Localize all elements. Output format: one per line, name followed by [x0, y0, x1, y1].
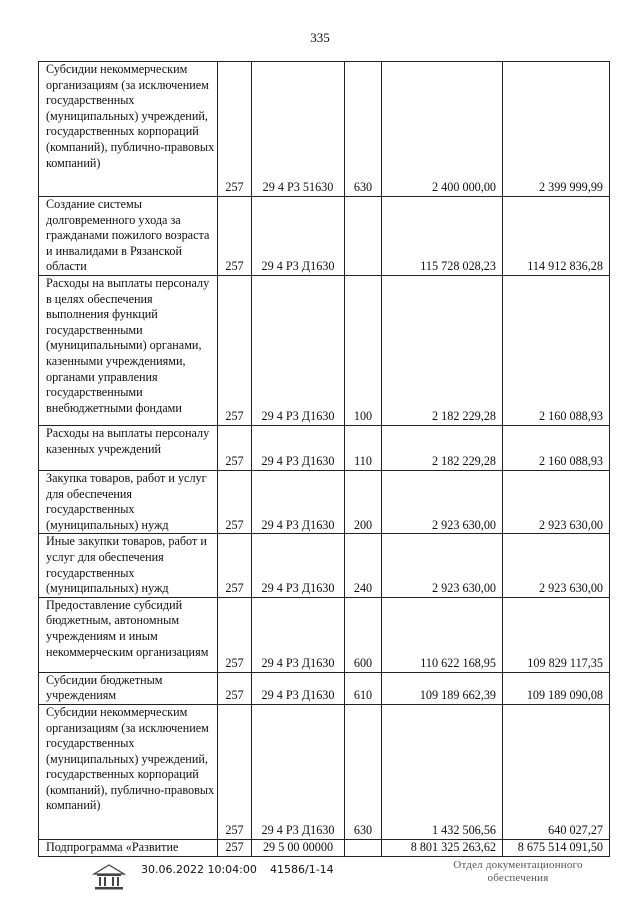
row-code: 257	[218, 704, 252, 839]
row-name: Субсидии бюджетным учреждениям	[39, 672, 218, 704]
table-row	[39, 470, 610, 533]
row-sum-1: 2 923 630,00	[382, 534, 503, 597]
row-sum-2: 109 189 090,08	[503, 672, 610, 704]
row-csr: 29 4 Р3 Д1630	[252, 534, 345, 597]
row-code: 257	[218, 275, 252, 425]
row-sum-2: 8 675 514 091,50	[503, 839, 610, 856]
row-csr: 29 4 Р3 Д1630	[252, 197, 345, 276]
budget-table	[38, 61, 610, 857]
row-name: Субсидии некоммерческим организациям (за исключением государственных (муниципальных) учреждений, государственных корпораций (компаний), публично-правовых компаний)	[39, 62, 218, 197]
row-name: Расходы на выплаты персоналу казенных учреждений	[39, 425, 218, 470]
row-name: Иные закупки товаров, работ и услуг для обеспечения государственных (муниципальных) нужд	[39, 534, 218, 597]
row-csr: 29 5 00 00000	[252, 839, 345, 856]
row-sum-2: 2 160 088,93	[503, 425, 610, 470]
page-number: 335	[310, 30, 330, 45]
row-name: Расходы на выплаты персоналу в целях обеспечения выполнения функций государственными (муниципальными) органами, казенными учреждениями, органами управления государственными внебюджетными фондами	[39, 275, 218, 425]
row-name: Подпрограмма «Развитие	[39, 839, 218, 856]
row-csr: 29 4 Р3 Д1630	[252, 672, 345, 704]
table-row	[39, 597, 610, 672]
row-sum-1: 2 400 000,00	[382, 62, 503, 197]
row-sum-1: 110 622 168,95	[382, 597, 503, 672]
row-code: 257	[218, 470, 252, 533]
row-vr: 240	[345, 534, 382, 597]
row-vr: 110	[345, 425, 382, 470]
row-code: 257	[218, 534, 252, 597]
table-row	[39, 704, 610, 839]
row-sum-2: 2 923 630,00	[503, 470, 610, 533]
row-sum-2: 109 829 117,35	[503, 597, 610, 672]
document-footer	[0, 859, 640, 902]
row-csr: 29 4 Р3 Д1630	[252, 597, 345, 672]
row-vr: 100	[345, 275, 382, 425]
row-csr: 29 4 Р3 51630	[252, 62, 345, 197]
row-vr: 630	[345, 704, 382, 839]
row-code: 257	[218, 672, 252, 704]
row-vr: 610	[345, 672, 382, 704]
row-vr: 600	[345, 597, 382, 672]
row-sum-1: 2 182 229,28	[382, 425, 503, 470]
row-sum-1: 1 432 506,56	[382, 704, 503, 839]
row-name: Субсидии некоммерческим организациям (за исключением государственных (муниципальных) учреждений, государственных корпораций (компаний), публично-правовых компаний)	[39, 704, 218, 839]
building-stamp-icon	[90, 862, 128, 896]
row-name: Закупка товаров, работ и услуг для обеспечения государственных (муниципальных) нужд	[39, 470, 218, 533]
row-vr	[345, 839, 382, 856]
row-name: Предоставление субсидий бюджетным, автономным учреждениям и иным некоммерческим организациям	[39, 597, 218, 672]
table-row	[39, 534, 610, 597]
row-sum-2: 2 923 630,00	[503, 534, 610, 597]
row-sum-1: 2 923 630,00	[382, 470, 503, 533]
row-code: 257	[218, 839, 252, 856]
row-sum-2: 640 027,27	[503, 704, 610, 839]
footer-date: 30.06.2022 10:04:00	[141, 863, 257, 876]
row-sum-2: 2 160 088,93	[503, 275, 610, 425]
footer-department: Отдел документационного обеспечения	[453, 859, 583, 884]
row-sum-2: 2 399 999,99	[503, 62, 610, 197]
table-row	[39, 425, 610, 470]
table-row	[39, 197, 610, 276]
footer-doc-number: 41586/1-14	[270, 863, 334, 876]
row-name: Создание системы долговременного ухода за гражданами пожилого возраста и инвалидами в Рязанской области	[39, 197, 218, 276]
table-row	[39, 672, 610, 704]
row-vr: 630	[345, 62, 382, 197]
row-csr: 29 4 Р3 Д1630	[252, 425, 345, 470]
row-vr	[345, 197, 382, 276]
row-sum-1: 115 728 028,23	[382, 197, 503, 276]
row-code: 257	[218, 197, 252, 276]
row-sum-1: 8 801 325 263,62	[382, 839, 503, 856]
row-code: 257	[218, 597, 252, 672]
row-csr: 29 4 Р3 Д1630	[252, 275, 345, 425]
table-row	[39, 275, 610, 425]
row-code: 257	[218, 425, 252, 470]
table-row	[39, 839, 610, 856]
row-csr: 29 4 Р3 Д1630	[252, 470, 345, 533]
row-vr: 200	[345, 470, 382, 533]
row-code: 257	[218, 62, 252, 197]
row-sum-1: 2 182 229,28	[382, 275, 503, 425]
row-sum-1: 109 189 662,39	[382, 672, 503, 704]
row-csr: 29 4 Р3 Д1630	[252, 704, 345, 839]
row-sum-2: 114 912 836,28	[503, 197, 610, 276]
table-row	[39, 62, 610, 197]
